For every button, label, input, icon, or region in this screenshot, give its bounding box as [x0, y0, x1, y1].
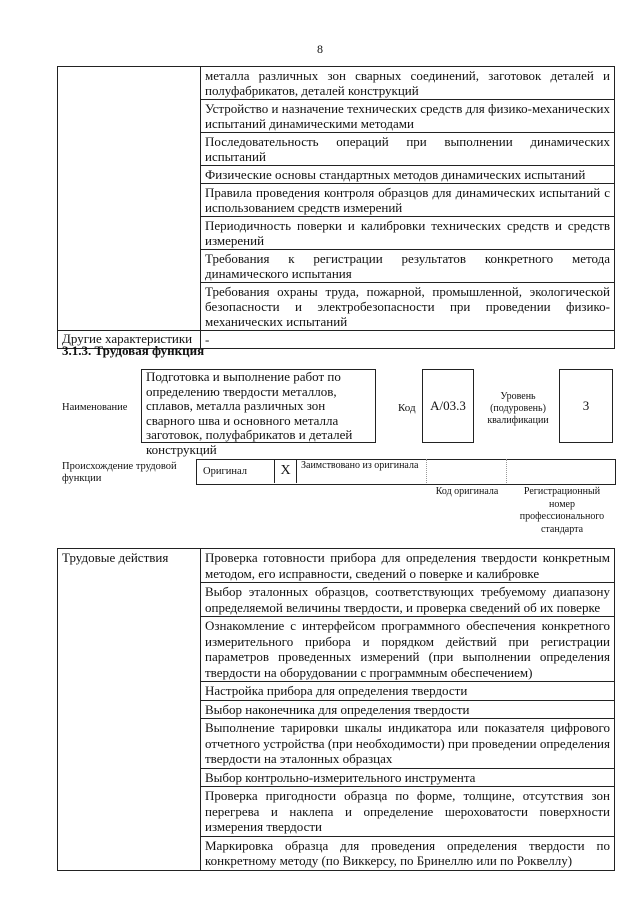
code-original-label: Код оригинала [435, 486, 499, 497]
table-cell: Проверка пригодности образца по форме, толщине, отсутствия зон перегрева и наклепа и определение шероховатости поверхности измерения твердости [201, 787, 615, 837]
knowledge-table [57, 66, 615, 349]
code-label: Код [398, 402, 416, 414]
origin-divider [426, 459, 427, 483]
table-cell: металла различных зон сварных соединений, заготовок деталей и полуфабрикатов, деталей конструкций [201, 67, 615, 100]
origin-divider [296, 459, 297, 483]
other-characteristics-value: - [201, 331, 615, 349]
table-cell: Периодичность поверки и калибровки технических средств и средств измерений [201, 217, 615, 250]
table-cell: Устройство и назначение технических средств для физико-механических испытаний динамическими методами [201, 100, 615, 133]
section-heading: 3.1.3. Трудовая функция [62, 343, 205, 358]
table-label-cell-empty [58, 67, 201, 331]
table-cell: Выбор эталонных образцов, соответствующих требуемому диапазону определяемой величины твердости, и проверка сведений об их поверке [201, 583, 615, 617]
level-value-box: 3 [559, 369, 613, 443]
borrowed-label: Заимствовано из оригинала [301, 460, 419, 471]
table-cell: Ознакомление с интерфейсом программного обеспечения конкретного измерительного прибора и порядком действий при регистрации параметров проведенных измерений (при выполнении определения твердости на оборудовании с программным обеспечением) [201, 617, 615, 682]
table-cell: Проверка готовности прибора для определения твердости конкретным методом, его исправности, сведений о поверке и калибровке [201, 549, 615, 583]
code-value-box: A/03.3 [422, 369, 474, 443]
table-cell: Последовательность операций при выполнении динамических испытаний [201, 133, 615, 166]
table-cell: Требования к регистрации результатов конкретного метода динамического испытания [201, 250, 615, 283]
table-cell: Настройка прибора для определения твердости [201, 682, 615, 701]
table-row [58, 67, 615, 100]
table-cell: Физические основы стандартных методов динамических испытаний [201, 166, 615, 184]
level-label: Уровень (подуровень) квалификации [487, 391, 549, 426]
actions-table [57, 548, 615, 871]
origin-divider [506, 459, 507, 483]
table-cell: Выбор наконечника для определения твердости [201, 700, 615, 719]
function-name-box: Подготовка и выполнение работ по определению твердости металлов, сплавов, металла различных зон сварного шва и основного металла заготовок, полуфабрикатов и деталей конструкций [141, 369, 376, 443]
actions-label: Трудовые действия [58, 549, 201, 871]
table-cell: Правила проведения контроля образцов для динамических испытаний с использованием средств измерений [201, 184, 615, 217]
reg-number-label: Регистрационный номер профессионального стандарта [519, 486, 605, 535]
name-label: Наименование [62, 402, 128, 413]
table-cell: Маркировка образца для проведения определения твердости по конкретному методу (по Виккерсу, по Бринеллю или по Роквеллу) [201, 836, 615, 870]
table-cell: Требования охраны труда, пожарной, промышленной, экологической безопасности и электробезопасности при проведении физико-механических испытаний [201, 283, 615, 331]
original-mark: X [280, 463, 291, 478]
origin-label: Происхождение трудовой функции [62, 461, 177, 484]
original-label: Оригинал [203, 466, 247, 477]
page-number: 8 [317, 42, 323, 56]
other-characteristics-label: Другие характеристики [58, 331, 201, 349]
table-cell: Выбор контрольно-измерительного инструмента [201, 768, 615, 787]
table-cell: Выполнение тарировки шкалы индикатора или показателя цифрового отчетного устройства (при необходимости) при проведении определения твердости на эталонных образцах [201, 719, 615, 769]
table-row [58, 549, 615, 583]
